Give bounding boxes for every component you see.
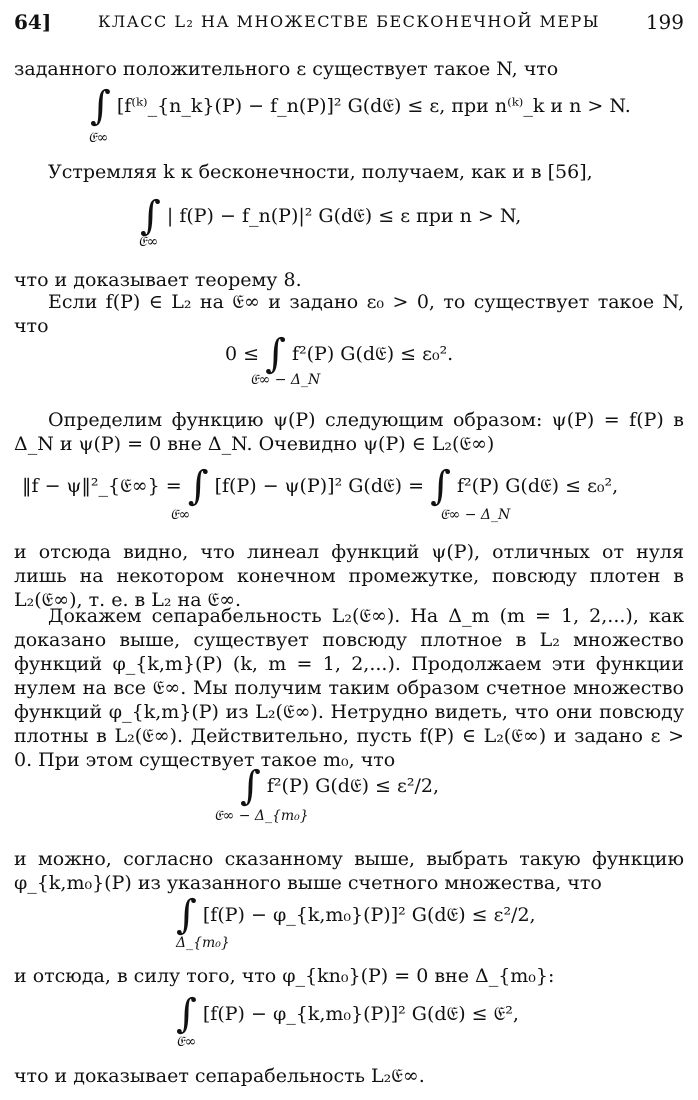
formula-4-mid: [f(P) − ψ(P)]² G(d𝔈) = bbox=[214, 475, 425, 497]
formula-4-domain-2: 𝔈∞ − Δ_N bbox=[440, 507, 511, 523]
running-title: КЛАСС L₂ НА МНОЖЕСТВЕ БЕСКОНЕЧНОЙ МЕРЫ bbox=[97, 12, 601, 31]
page-header bbox=[14, 10, 684, 40]
paragraph-1: заданного положительного ε существует такое N, что bbox=[14, 58, 559, 80]
formula-5-body: f²(P) G(d𝔈) ≤ ε²/2, bbox=[266, 775, 439, 797]
paragraph-8: и можно, согласно сказанному выше, выбрать такую функцию φ_{k,m₀}(P) из указанного выше счетного множества, что bbox=[14, 848, 684, 894]
formula-3-body: f²(P) G(d𝔈) ≤ ε₀². bbox=[292, 343, 454, 365]
section-number: 64] bbox=[14, 10, 52, 34]
integral-sign: ∫ bbox=[187, 463, 209, 509]
paragraph-6: и отсюда видно, что линеал функций ψ(P), отличных от нуля лишь на некотором конечном промежутке, повсюду плотен в L₂(𝔈∞), т. е. в L₂ на 𝔈∞. bbox=[14, 541, 684, 611]
formula-4-body: f²(P) G(d𝔈) ≤ ε₀², bbox=[456, 475, 619, 497]
formula-3-domain: 𝔈∞ − Δ_N bbox=[250, 372, 321, 388]
formula-2-domain: 𝔈∞ bbox=[138, 234, 159, 250]
formula-1-domain: 𝔈∞ bbox=[88, 130, 109, 146]
paragraph-5: Определим функцию ψ(P) следующим образом: ψ(P) = f(P) в Δ_N и ψ(P) = 0 вне Δ_N. Очевидно ψ(P) ∈ L₂(𝔈∞) bbox=[14, 409, 684, 455]
formula-3 bbox=[225, 331, 454, 377]
formula-1 bbox=[90, 83, 631, 129]
paragraph-7: Докажем сепарабельность L₂(𝔈∞). На Δ_m (m = 1, 2,...), как доказано выше, существует повсюду плотное в L₂ множество функций φ_{k,m}(P) (k, m = 1, 2,...). Продолжаем эти функции нулем на все 𝔈∞. Мы получим таким образом счетное множество функций φ_{k,m}(P) из L₂(𝔈∞). Нетрудно видеть, что они повсюду плотны в L₂(𝔈∞). Действительно, пусть f(P) ∈ L₂(𝔈∞) и задано ε > 0. При этом существует такое m₀, что bbox=[14, 605, 684, 771]
formula-4 bbox=[22, 463, 619, 509]
integral-sign: ∫ bbox=[240, 763, 261, 809]
page-number: 199 bbox=[645, 10, 684, 34]
formula-1-body: [f⁽ᵏ⁾_{n_k}(P) − f_n(P)]² G(d𝔈) ≤ ε, при n⁽ᵏ⁾_k и n > N. bbox=[116, 95, 631, 117]
formula-6 bbox=[176, 892, 536, 938]
formula-6-domain: Δ_{m₀} bbox=[176, 935, 230, 951]
formula-7-domain: 𝔈∞ bbox=[176, 1034, 197, 1050]
paragraph-10: что и доказывает сепарабельность L₂𝔈∞. bbox=[14, 1065, 425, 1087]
formula-3-lhs: 0 ≤ bbox=[225, 343, 260, 365]
formula-5 bbox=[240, 763, 439, 809]
integral-sign: ∫ bbox=[176, 991, 197, 1037]
formula-4-lhs: ‖f − ψ‖²_{𝔈∞} = bbox=[22, 475, 182, 497]
integral-sign: ∫ bbox=[430, 463, 451, 509]
paragraph-4: Если f(P) ∈ L₂ на 𝔈∞ и задано ε₀ > 0, то существует такое N, что bbox=[14, 291, 684, 337]
formula-7 bbox=[176, 991, 519, 1037]
paragraph-9: и отсюда, в силу того, что φ_{kn₀}(P) = 0 вне Δ_{m₀}: bbox=[14, 965, 555, 987]
formula-7-body: [f(P) − φ_{k,m₀}(P)]² G(d𝔈) ≤ 𝔈², bbox=[202, 1003, 519, 1025]
formula-4-domain-1: 𝔈∞ bbox=[170, 507, 191, 523]
integral-sign: ∫ bbox=[140, 193, 161, 239]
formula-5-domain: 𝔈∞ − Δ_{m₀} bbox=[214, 808, 309, 824]
integral-sign: ∫ bbox=[265, 331, 286, 377]
paragraph-3: что и доказывает теорему 8. bbox=[14, 269, 302, 291]
formula-2-body: | f(P) − f_n(P)|² G(d𝔈) ≤ ε при n > N, bbox=[166, 205, 522, 227]
paragraph-2: Устремляя k к бесконечности, получаем, как и в [56], bbox=[48, 161, 593, 183]
integral-sign: ∫ bbox=[90, 83, 111, 129]
integral-sign: ∫ bbox=[176, 892, 197, 938]
formula-6-body: [f(P) − φ_{k,m₀}(P)]² G(d𝔈) ≤ ε²/2, bbox=[202, 904, 536, 926]
formula-2 bbox=[140, 193, 522, 239]
